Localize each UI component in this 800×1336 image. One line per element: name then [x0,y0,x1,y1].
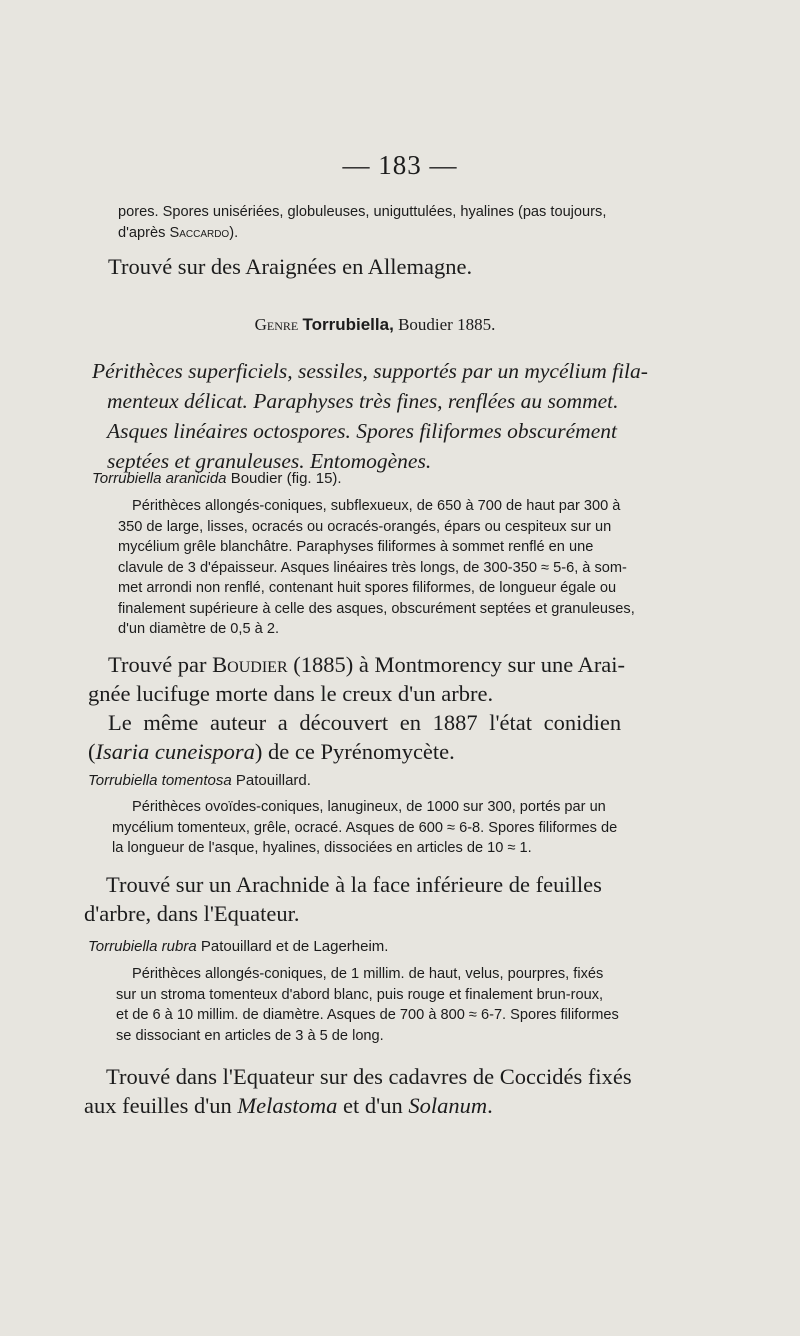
text-line: septées et granuleuses. Entomogènes. [107,449,432,473]
text-line: Asques linéaires octospores. Spores filiformes obscurément [107,419,617,443]
text-line: pores. Spores unisériées, globuleuses, uniguttulées, hyalines (pas toujours, [118,204,607,220]
text-line: 350 de large, lisses, ocracés ou ocracés-orangés, épars ou cespiteux sur un [118,518,612,535]
text-line: Le même auteur a découvert en 1887 l'état conidien [108,710,622,735]
species-description [116,964,676,1046]
species-heading [92,470,342,487]
text-line: d'un diamètre de 0,5 à 2. [118,621,279,637]
author-name: Saccardo [169,224,230,241]
text-line: finalement supérieure à celle des asques, obscurément septées et granuleuses, [118,600,635,617]
text-line: Périthèces superficiels, sessiles, supportés par un mycélium fila- [92,359,648,383]
genus-heading [0,315,750,335]
genus-name: Torrubiella, [302,315,394,334]
species-heading [88,938,388,955]
text-line: d'après Saccardo). [118,224,239,241]
species-heading [88,772,311,789]
plant-name: Solanum [408,1093,488,1118]
text-line: Trouvé par Boudier (1885) à Montmorency sur une Arai- [108,652,626,677]
species-author: Patouillard. [235,772,311,789]
author-name: Boudier [212,652,288,677]
species-description [118,496,678,640]
genus-description [92,356,672,476]
text-line: Périthèces allongés-coniques, subflexueux, de 650 à 700 de haut par 300 à [132,498,621,514]
text-line: (Isaria cuneispora) de ce Pyrénomycète. [88,739,455,764]
text-line: Périthèces allongés-coniques, de 1 millim. de haut, velus, pourpres, fixés [132,966,604,982]
text-line: Trouvé dans l'Equateur sur des cadavres de Coccidés fixés [106,1064,632,1089]
species-name: Torrubiella tomentosa [88,772,232,789]
text-line: d'arbre, dans l'Equateur. [84,901,300,926]
text-line: gnée lucifuge morte dans le creux d'un arbre. [88,681,494,706]
species-name: Torrubiella rubra [88,938,197,955]
species-name: Isaria cuneispora [95,739,255,764]
species-finding [88,650,678,766]
text-line: et de 6 à 10 millim. de diamètre. Asques de 700 à 800 ≈ 6-7. Spores filiformes [116,1007,619,1023]
text-line: met arrondi non renflé, contenant huit spores filiformes, de longueur égale ou [118,580,617,596]
species-description [112,797,672,859]
species-name: Torrubiella aranicida [92,470,227,487]
text-line: Trouvé sur un Arachnide à la face inférieure de feuilles [106,872,602,897]
page-number: — 183 — [342,150,458,180]
text-line: mycélium grêle blanchâtre. Paraphyses filiformes à sommet renflé en une [118,539,594,555]
text-line: aux feuilles d'un Melastoma et d'un Solanum. [84,1093,493,1118]
text-line: la longueur de l'asque, hyalines, dissociées en articles de 10 ≈ 1. [112,840,532,856]
species-author: Boudier (fig. 15). [230,470,342,487]
genus-author: Boudier 1885. [398,315,496,334]
text-line: se dissociant en articles de 3 à 5 de long. [116,1027,384,1044]
plant-name: Melastoma [237,1093,338,1118]
genus-label: Genre [254,315,299,334]
species-finding [84,870,684,928]
text-line: mycélium tomenteux, grêle, ocracé. Asques de 600 ≈ 6-8. Spores filiformes de [112,819,618,836]
text-line: sur un stroma tomenteux d'abord blanc, puis rouge et finalement brun-roux, [116,986,604,1003]
text-line: menteux délicat. Paraphyses très fines, renflées au sommet. [107,389,619,413]
intro-paragraph [118,202,670,243]
species-finding [84,1062,684,1120]
found-germany: Trouvé sur des Araignées en Allemagne. [108,254,473,279]
species-author: Patouillard et de Lagerheim. [200,938,389,955]
text-line: Périthèces ovoïdes-coniques, lanugineux, de 1000 sur 300, portés par un [132,799,606,815]
text-line: clavule de 3 d'épaisseur. Asques linéaires très longs, de 300-350 ≈ 5-6, à som- [118,559,627,576]
